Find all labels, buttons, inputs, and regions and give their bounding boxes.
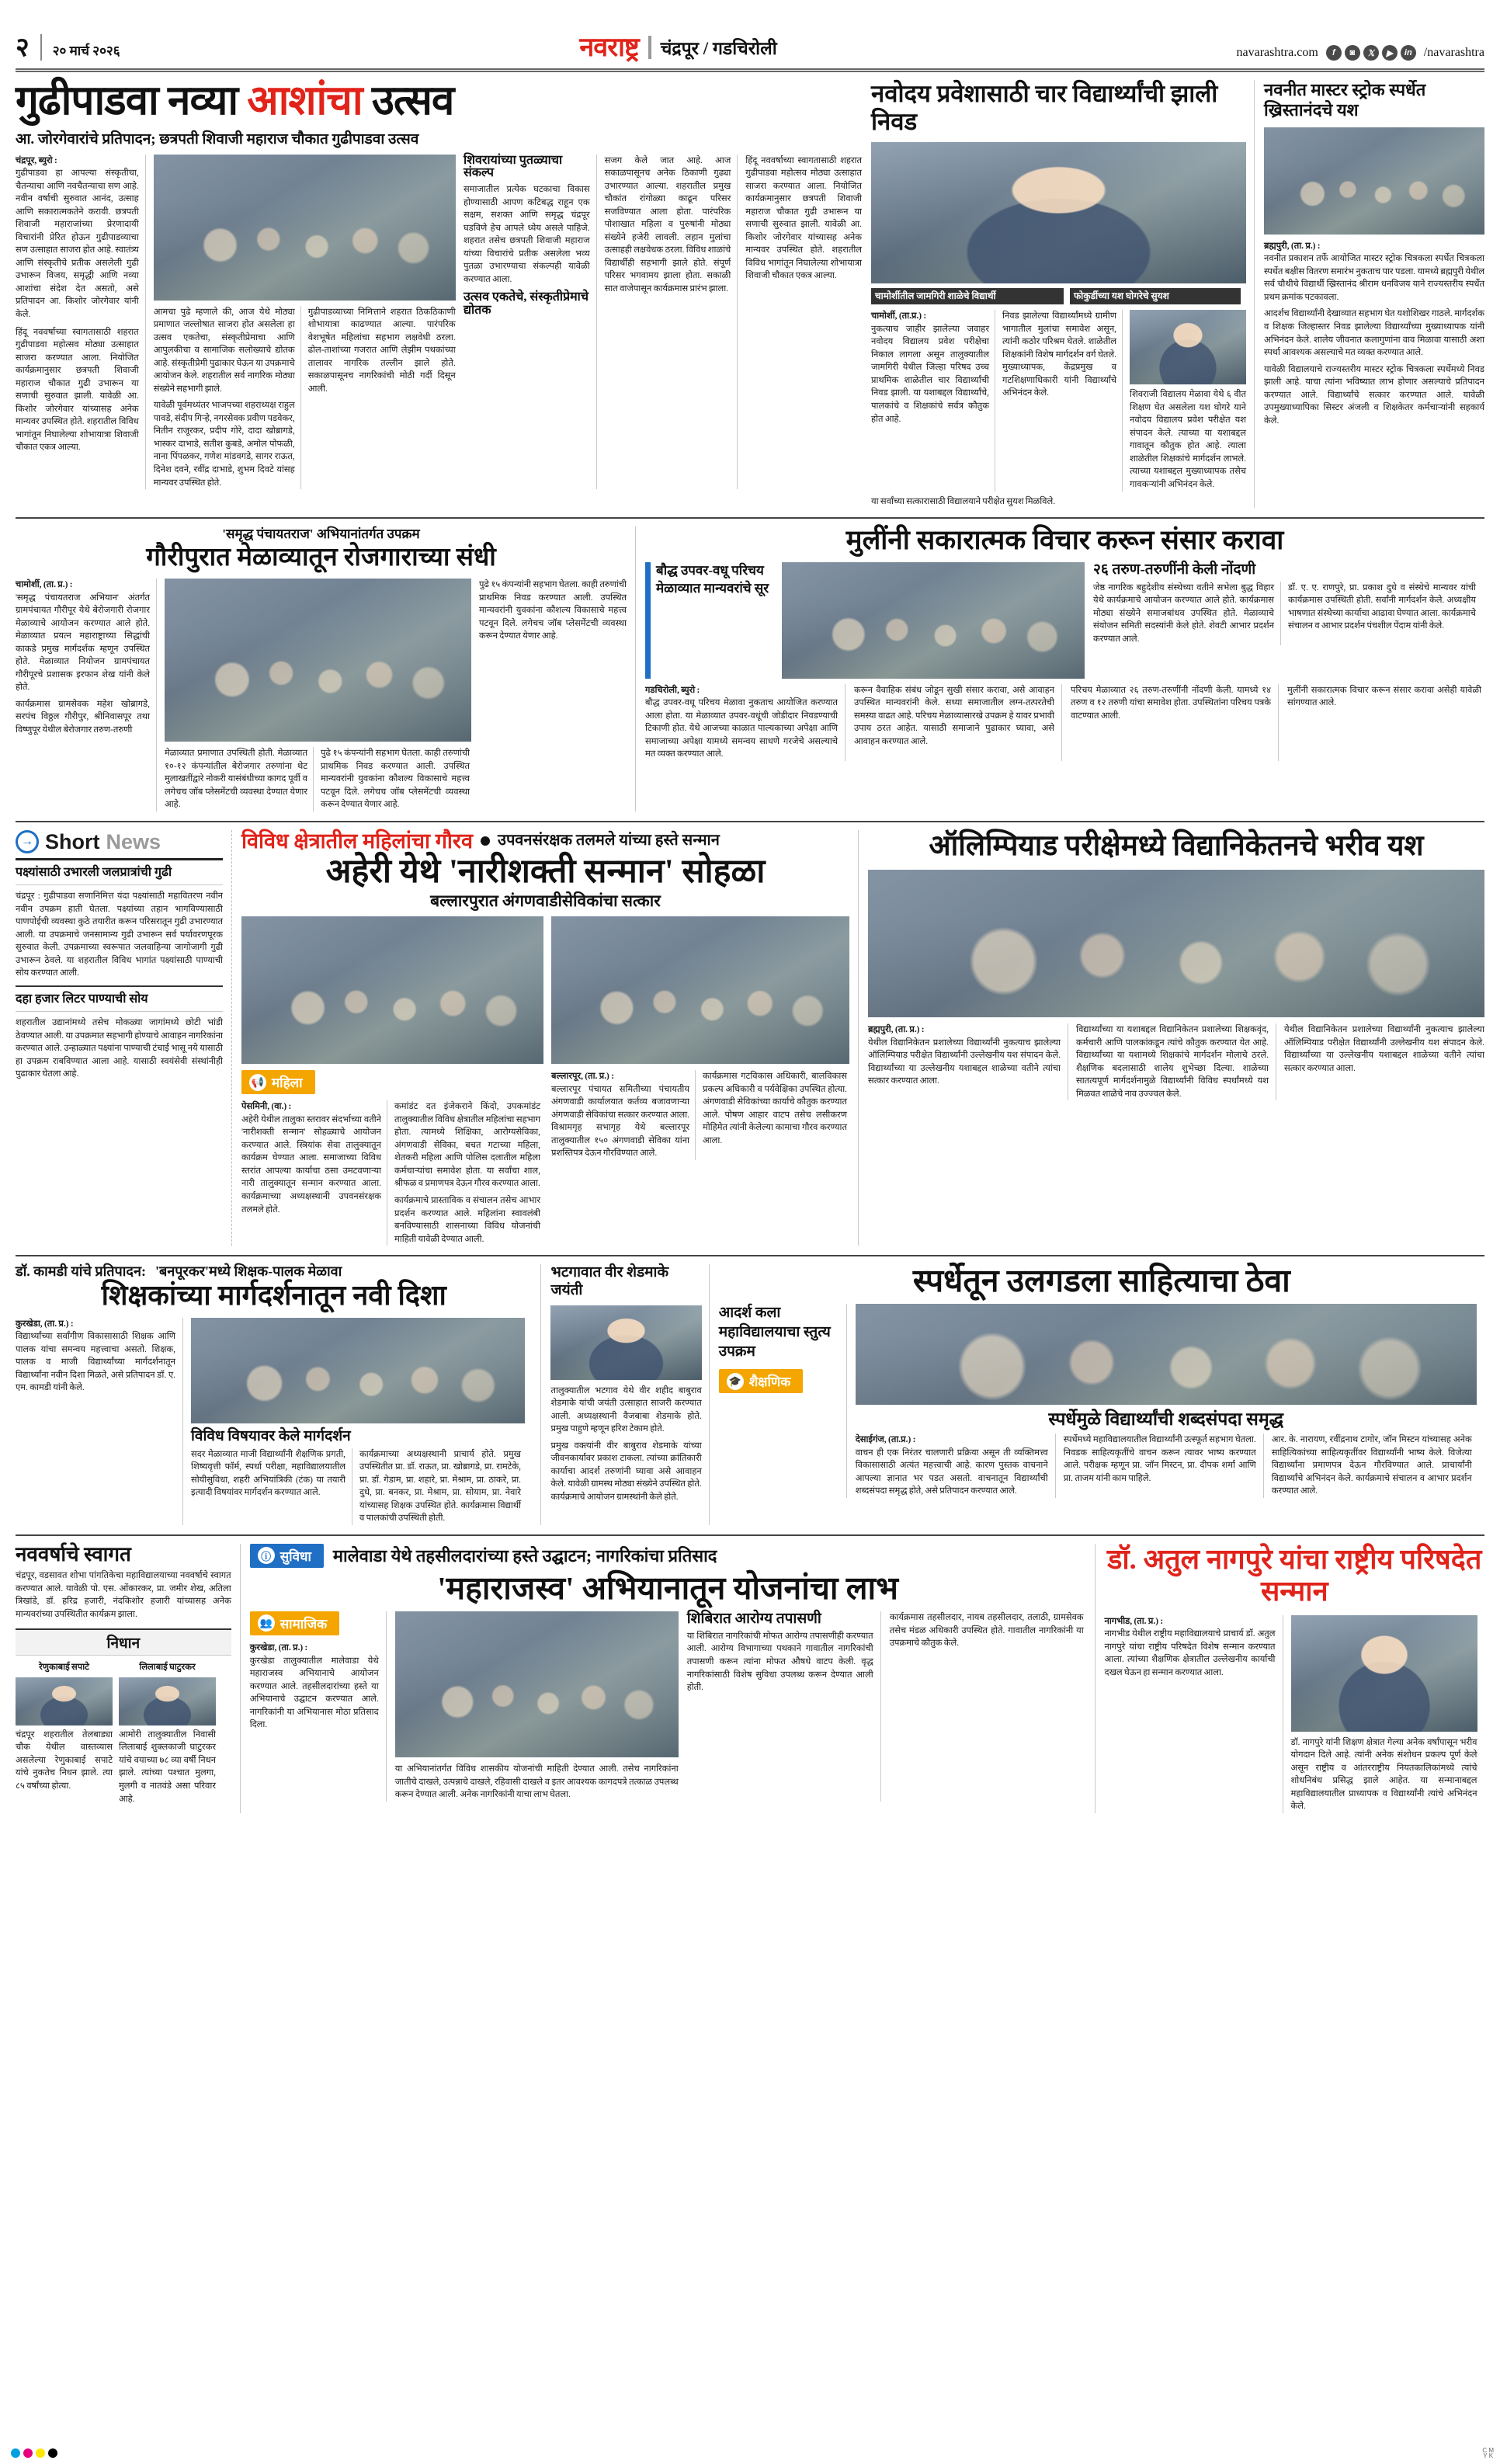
badge-label: सामाजिक <box>280 1616 328 1632</box>
narishakti-col2: कमांडंट दत इंजेकराने किंदो, उपकमांडंट तालुक्यातील विविध क्षेत्रातील महिलांचा सहभाग होता. त्यामध्ये शिक्षिका, आरोग्यसेविका, अंगणवाडी सेविका, बचत गटाच्या महिला, शेतकरी महिला आणि पोलिस दलातील महिला कर्मचाऱ्यांचा समावेश होता. या सर्वांचा शाल, श्रीफळ व प्रमाणपत्र देऊन गौरव करण्यात आला. <box>394 1102 540 1189</box>
nidhan-item <box>16 1661 231 1805</box>
sakaratmak-byline: गडचिरोली, ब्युरो : <box>645 685 700 695</box>
lead-headline <box>16 80 862 123</box>
badge-label: शैक्षणिक <box>748 1374 791 1390</box>
maharajaswa-photo <box>395 1611 679 1757</box>
category-badge-mahila <box>241 1070 315 1094</box>
short-news-item <box>16 992 223 1081</box>
lead-headline-part1: गुढीपाडवा नव्या <box>16 78 248 123</box>
gauripur-col3: पुढे १५ कंपन्यांनी सहभाग घेतला. काही तरुणांची प्राथमिक निवड करण्यात आली. उपस्थित मान्यवरांनी युवकांना कौशल्य विकासाचे महत्त्व पटवून दिले. लगेचच जॉब प्लेसमेंटची व्यवस्था करून देण्यात येणार आहे. <box>479 580 627 641</box>
arrow-right-icon: → <box>16 830 39 853</box>
ballarpur-col1b: कार्यक्रमास गटविकास अधिकारी, बालविकास प्रकल्प अधिकारी व पर्यवेक्षिका उपस्थित होत्या. अंगणवाडी सेविकांच्या कार्याचे कौतुक करण्यात आले. पोषण आहार वाटप तसेच लसीकरण मोहिमेत त्यांनी केलेल्या कामाचा गौरव करण्यात आला. <box>703 1072 847 1145</box>
third-band <box>11 822 1489 1246</box>
bhatgawat-col1: तालुक्यातील भटगाव येथे वीर शहीद बाबुराव शेडमाके यांची जयंती उत्साहात साजरी करण्यात आली. अध्यक्षस्थानी वैजबाबा शेडमाके होते. प्रमुख पाहुणे म्हणून हरिश टेकाम होते. <box>550 1385 702 1434</box>
bullet-icon <box>481 836 490 846</box>
lead-col3-text: आमचा पुढे म्हणाले की, आज येथे मोठ्या प्रमाणात जल्लोषात साजरा होत असलेला हा उत्सव एकतेचा, संस्कृतीप्रेमाचा आणि आपुलकीचा व सामाजिक सलोख्याचे द्योतक आहे. संस्कृतीप्रेमी पुढाकार घेऊन या उपक्रमाचे आयोजन केले. शहरातील सर्व नागरिक मोठ्या संख्येने सहभागी झाले. <box>153 307 295 394</box>
kamdi-col2: सदर मेळाव्यात माजी विद्यार्थ्यांनी शैक्षणिक प्रगती, शिष्यवृत्ती फॉर्म, स्पर्धा परीक्षा, महाविद्यालयातील सोयीसुविधा, शहरी अभियांत्रिकी (टंक) या तयारी इत्यादी विषयांवर मार्गदर्शन करण्यात आले. <box>191 1449 345 1498</box>
lead-headline-part2: उत्सव <box>362 78 454 123</box>
short-news-title-2: News <box>106 829 161 853</box>
info-icon: ⓘ <box>258 1547 275 1564</box>
navodaya-col2b: या सर्वांच्या सत्कारासाठी विद्यालयाने परीक्षेत सुयश मिळविले. <box>871 496 1056 506</box>
social-links <box>1326 45 1416 61</box>
navneet-story <box>1264 80 1484 508</box>
nidhan-title: निधान <box>16 1628 231 1656</box>
olympiad-col1: येथील विद्यानिकेतन प्रशालेच्या विद्यार्थ्यांनी नुकत्याच झालेल्या ऑलिम्पियाड परीक्षेत विद्यार्थ्यांनी उल्लेखनीय यश संपादन केले. विद्यार्थ्यांच्या या उल्लेखनीय यशाबद्दल शाळेच्या वतीने त्यांचा सत्कार करण्यात आला. <box>868 1037 1061 1086</box>
navneet-byline: ब्रह्मपुरी, (ता. प्र.) : <box>1264 241 1321 251</box>
sahitya-col3: आर. के. नारायण, रवींद्रनाथ टागोर, जॉन मिस्टन यांच्यासह अनेक साहित्यिकांच्या साहित्यकृतींवर विद्यार्थ्यांनी भाष्य केले. विजेत्या विद्यार्थ्यांना प्रमाणपत्र देऊन गौरविण्यात आले. प्राचार्यांनी विद्यार्थ्यांचे अभिनंदन केले. कार्यक्रमाचे संचालन व आभार प्रदर्शन करण्यात आले. <box>1271 1435 1472 1496</box>
maharajaswa-byline: कुरखेडा, (ता. प्र.) : <box>249 1642 308 1653</box>
divider <box>648 36 651 59</box>
sahitya-subheadline: स्पर्धेमुळे विद्यार्थ्यांची शब्दसंपदा समृद्ध <box>1048 1409 1283 1430</box>
sakaratmak-col2: करून वैवाहिक संबंध जोडून सुखी संसार करावा, असे आवाहन उपस्थित मान्यवरांनी केले. सध्या समाजातील लग्न-तत्परतेची समस्या वाढत आहे. परिचय मेळाव्यासारखे उपक्रम हे यावर प्रभावी उपाय ठरत आहेत. यासाठी समाजाने पुढाकार घ्यावा, असे आवाहन करण्यात आले. <box>854 685 1054 746</box>
maharajaswa-col3: या शिबिरात नागरिकांची मोफत आरोग्य तपासणीही करण्यात आली. आरोग्य विभागाच्या पथकाने गावातील नागरिकांची तपासणी करून त्यांना मोफत औषधे वाटप केली. वृद्ध नागरिकांसाठी विशेष सुविधा उपलब्ध करून देण्यात आली होती. <box>686 1631 873 1693</box>
kamdi-kicker-right: 'बनपूरकर'मध्ये शिक्षक-पालक मेळावा <box>155 1263 342 1280</box>
bhatgawat-story <box>550 1264 709 1525</box>
yellow-dot <box>36 2448 45 2458</box>
instagram-icon[interactable]: ◙ <box>1345 45 1360 61</box>
lead-col1b-dup: हिंदू नववर्षाच्या स्वागतासाठी शहरात गुढीपाडवा महोत्सव मोठ्या उत्साहात साजरा करण्यात आला. नियोजित कार्यक्रमानुसार छत्रपती शिवाजी महाराज चौकात गुढी उभारून या सणाची सुरुवात झाली. यावेळी आ. किशोर जोरगेवार यांच्यासह अनेक मान्यवर उपस्थित होते. शहरातील विविध भागांतून निघालेल्या शोभायात्रा शिवाजी चौकात एकत्र आल्या. <box>745 155 862 281</box>
olympiad-photo <box>868 870 1484 1017</box>
navodaya-caption-2: फोकुर्डीच्या यश घोगरेचे सुयश <box>1070 288 1241 304</box>
category-badge-samajik <box>250 1611 340 1635</box>
gauripur-col1: 'समृद्ध पंचायतराज अभियान' अंतर्गत ग्रामपंचायत गौरीपूर येथे बेरोजगारी रोजगार मेळाव्याचे आयोजन करण्यात आले होते. मेळाव्यात प्रयत्न महाराष्ट्राच्या सिद्धांची काकडे प्रमुख मार्गदर्शक म्हणून उपस्थित होते. मेळाव्यात नियोजन ग्रामपंचायत गौरीपूरचे प्रशासक इरफान शेख यांनी केले होते. <box>16 593 150 693</box>
navodaya-byline: चामोर्शी, (ता.प्र.) : <box>871 311 927 321</box>
olympiad-byline: ब्रह्मपुरी, (ता. प्र.) : <box>868 1025 925 1035</box>
masthead <box>11 0 1489 65</box>
navodaya-caption-1: चामोर्शीतील जामगिरी शाळेचे विद्यार्थी <box>871 288 1064 304</box>
kamdi-story <box>16 1264 541 1525</box>
narishakti-kicker: विविध क्षेत्रातील महिलांचा गौरव <box>241 829 473 853</box>
short-news-item <box>16 866 223 980</box>
lead-subhead-2: उत्सव एकतेचे, संस्कृतीप्रेमाचे द्योतक <box>463 290 589 318</box>
narishakti-col1: अहेरी येथील तालुका स्तरावर संदर्भाच्या वतीने 'नारीशक्ती सन्मान' सोहळ्याचे आयोजन करण्यात आले. स्त्रियांक सेवा तालुक्यातून कार्यक्रम घेण्यात आला. समाजाच्या विविध स्तरांत आपल्या कार्याचा ठसा उमटवणाऱ्या नारी तालुक्यातून सन्मान करण्यात आला. कार्यक्रमाच्या अध्यक्षस्थानी उपवनसंरक्षक तलमले होते. <box>241 1114 381 1215</box>
sahitya-col2: स्पर्धेमध्ये महाविद्यालयातील विद्यार्थ्यांनी उत्स्फूर्त सहभाग घेतला. निवडक साहित्यकृतींचे वाचन करून त्यावर भाष्य करण्यात आले. परीक्षक म्हणून प्रा. जॉन मिस्टन, प्रा. दीपक शर्मा आणि प्रा. ताजम यांनी काम पाहिले. <box>1063 1435 1256 1483</box>
narishakti-story <box>241 830 859 1246</box>
atul-story <box>1105 1544 1484 1813</box>
navneet-col1: नवनीत प्रकाशन तर्फे आयोजित मास्टर स्ट्रोक चित्रकला स्पर्धेत चित्रकला स्पर्धेत बक्षीस वितरण समारंभ नुकताच पार पडला. यामध्ये ब्रह्मपुरी येथील सर्व चौथीचे विद्यार्थी ख्रिस्तानंद श्रीराम धनविजय याने राज्यस्तरीय स्पर्धेत प्रथम क्रमांक पटकावला. <box>1264 254 1484 302</box>
lead-photo-col <box>154 155 456 489</box>
badge-label: सुविधा <box>280 1548 311 1564</box>
lead-photo <box>154 155 456 301</box>
sakaratmak-sidebar <box>645 562 773 679</box>
cyan-dot <box>11 2448 20 2458</box>
gauripur-kicker: 'समृद्ध पंचायतराज' अभियानांतर्गत उपक्रम <box>222 527 420 542</box>
narishakti-byline: पेसमिनी, (वा.) : <box>241 1102 292 1112</box>
navodaya-photo-2 <box>1130 310 1246 384</box>
gauripur-story <box>16 527 636 811</box>
cmyk-label: C M Y K <box>1482 2446 1494 2460</box>
kamdi-byline: कुरखेडा, (ता. प्र.) : <box>16 1319 74 1329</box>
narishakti-col2b: कार्यक्रमाचे प्रास्ताविक व संचालन तसेच आभार प्रदर्शन करण्यात आले. महिलांना स्वावलंबी बनविण्यासाठी शासनाच्या विविध योजनांची माहिती यावेळी देण्यात आली. <box>394 1196 540 1244</box>
x-twitter-icon[interactable]: 𝕏 <box>1363 45 1379 61</box>
atul-col2: डॉ. नागपुरे यांनी शिक्षण क्षेत्रात गेल्या अनेक वर्षांपासून भरीव योगदान दिले आहे. त्यांनी अनेक संशोधन प्रकल्प पूर्ण केले असून राष्ट्रीय व आंतरराष्ट्रीय नियतकालिकांमध्ये त्यांचे शोधनिबंध प्रसिद्ध झाले आहेत. या सन्मानाबद्दल महाविद्यालयातील प्राध्यापक व विद्यार्थ्यांनी त्यांचे अभिनंदन केले. <box>1290 1737 1477 1812</box>
ballarpur-subhead: बल्लारपुरात अंगणवाडीसेविकांचा सत्कार <box>430 891 661 911</box>
navneet-headline: नवनीत मास्टर स्ट्रोक स्पर्धेत ख्रिस्तानंदचे यश <box>1264 80 1426 120</box>
nidhan-photo <box>16 1677 113 1725</box>
gauripur-col1b: कार्यक्रमास ग्रामसेवक महेश खोब्रागडे, सरपंच विठ्ठल गौरीपुर, श्रीनिवासपूर तथा विष्णुपूर येथील बेरोजगार तरुण-तरुणी <box>16 699 150 735</box>
graduation-icon: 🎓 <box>727 1373 744 1390</box>
people-icon: 👥 <box>258 1614 275 1632</box>
maharajaswa-story <box>250 1544 1095 1813</box>
kamdi-subhead: विविध विषयावर केले मार्गदर्शन <box>191 1427 351 1444</box>
nidhan-text: चंद्रपूर शहरातील तेलबाड्या चौक येथील वास्तव्यास असलेल्या रेणुकाबाई सपाटे यांचे नुकतेच निधन झाले. त्या ८५ वर्षांच्या होत्या. <box>16 1729 113 1792</box>
gauripur-photo <box>165 579 471 742</box>
top-section <box>11 72 1489 508</box>
ballarpur-byline: बल्लारपूर, (ता. प्र.) : <box>551 1072 614 1082</box>
masthead-brand-block <box>579 34 776 61</box>
short-news-title-1: Short <box>45 829 100 853</box>
youtube-icon[interactable]: ▶ <box>1382 45 1398 61</box>
magenta-dot <box>23 2448 33 2458</box>
maharajaswa-col1: कुरखेडा तालुक्यातील मालेवाडा येथे महाराजस्व अभियानाचे आयोजन करण्यात आले. तहसीलदारांच्या हस्ते या अभियानाचे उद्घाटन करण्यात आले. नागरिकांनी या अभियानास मोठा प्रतिसाद दिला. <box>249 1656 379 1730</box>
sahitya-headline: स्पर्धेतून उलगडला साहित्याचा ठेवा <box>912 1263 1290 1299</box>
sakaratmak-col1: बौद्ध उपवर-वधू परिचय मेळावा नुकताच आयोजित करण्यात आला होता. या मेळाव्यात उपवर-वधूंची जोडीदार निवडण्याची टिकाणी होत. येथे आजच्या काळात पाल्यकाच्या अपेक्षा आणि समाजाच्या अपेक्षा यामध्ये समन्वय साधणे गरजेचे असल्याचे मत व्यक्त करण्यात आले. <box>645 698 838 759</box>
category-badge-shaikshanik <box>719 1369 804 1393</box>
navodaya-photo-1 <box>871 142 1246 283</box>
sahitya-story <box>719 1264 1484 1525</box>
linkedin-icon[interactable]: in <box>1401 45 1416 61</box>
kamdi-headline: शिक्षकांच्या मार्गदर्शनातून नवी दिशा <box>101 1280 446 1312</box>
ballarpur-col1: बल्लारपूर पंचायत समितीच्या पंचायतीय अंगणवाडी कार्यालयात कर्तव्य बजावणाऱ्या अंगणवाडी सेविकांचा सत्कार करण्यात आला. विश्रामगृह सभागृह येथे बल्लारपूर तालुक्यातील १५० अंगणवाडी सेविका यांना प्रशस्तिपत्र देऊन गौरविण्यात आले. <box>551 1084 689 1159</box>
sakaratmak-col1b: मुलींनी सकारात्मक विचार करून संसार करावा असेही यावेळी सांगण्यात आले. <box>1287 685 1481 708</box>
lead-col2-text: समाजातील प्रत्येक घटकाचा विकास होण्यासाठी आपण कटिबद्ध राहून एक सक्षम, सशक्त आणि समृद्ध चंद्रपूर घडविणे हेच आपले ध्येय असले पाहिजे. शहरात तसेच छत्रपती शिवाजी महाराज यांच्या विचारांचे प्रतीक असलेला भव्य पुतळा उभारण्याचा संकल्पही यावेळी करण्यात आला. <box>463 185 590 284</box>
divider <box>40 34 42 61</box>
maharajaswa-col3b: कार्यक्रमास तहसीलदार, नायब तहसीलदार, तलाठी, ग्रामसेवक तसेच मंडळ अधिकारी उपस्थित होते. गावातील नागरिकांनी या उपक्रमाचे कौतुक केले. <box>889 1612 1084 1649</box>
sahitya-byline: देसाईगंज, (ता.प्र.) : <box>855 1435 916 1445</box>
maharajaswa-headline: 'महाराजस्व' अभियानातून योजनांचा लाभ <box>437 1569 898 1606</box>
sakaratmak-col4: डॉ. ए. ए. राणपुरे, प्रा. प्रकाश दुधे व संस्थेचे मान्यवर यांची कार्यक्रमास उपस्थिती होती. सर्वांनी मार्गदर्शन केले. अध्यक्षीय भाषणात संस्थेच्या कार्याचा आढावा घेण्यात आला. कार्यक्रमाचे संचालन व आभार प्रदर्शन पंचशील पेंदाम यांनी केले. <box>1288 582 1476 631</box>
navodaya-story <box>871 80 1255 508</box>
navneet-col1b: आदर्शच विद्यार्थ्यांनी देखाव्यात सहभाग घेत यशोशिखर गाठले. मार्गदर्शक व शिक्षक जिल्हास्तर निवड झालेल्या विद्यार्थ्यांच्या मुख्याध्यापक यांनी अभिनंदन केले. शालेय जीवनात कलागुणांना वाव मिळावा यासाठी अशा स्पर्धा आवश्यक असल्याचे मत व्यक्त करण्यात आले. <box>1264 309 1484 358</box>
maharajaswa-subhead: शिबिरात आरोग्य तपासणी <box>686 1610 821 1627</box>
lead-headline-highlight: आशांचा <box>247 78 363 123</box>
maharajaswa-kicker: मालेवाडा येथे तहसीलदारांच्या हस्ते उद्घाटन; नागरिकांचा प्रतिसाद <box>332 1545 717 1566</box>
navneet-photo <box>1264 127 1484 235</box>
short-news-item-text: चंद्रपूर : गुढीपाडवा सणानिमित्त यंदा पक्ष्यांसाठी महावितरण नवीन नवीन उपक्रम हाती घेतला. पक्ष्यांच्या तहान भागविण्यासाठी पाणपोईची व्यवस्था कुठे तयारीत करून परिसरातून गुढी उभारण्यात आली. या उपक्रमाचे जनसामान्य गुढी उभारून सर्व पर्यावरणपूरक सुरुवात केली. उपक्रमाच्या स्वरूपात जलवाहिन्या जागोजागी गुढी उभारून ठेवले. या शहरातील विविध भागांत पक्ष्यांसाठी पाण्याची सोय करण्यात आली. <box>16 891 223 978</box>
atul-photo <box>1291 1615 1477 1732</box>
megaphone-icon: 📢 <box>249 1074 266 1091</box>
nidhan-name: लिलाबाई घाटुरकर <box>139 1663 196 1673</box>
publication-date: २० मार्च २०२६ <box>52 43 120 58</box>
lead-col2b-text: गुढीपाडव्याच्या निमित्ताने शहरात ठिकठिकाणी शोभायात्रा काढण्यात आल्या. पारंपरिक वेशभूषेत महिलांचा सहभाग लक्षवेधी ठरला. ढोल-ताशांच्या गजरात आणि लेझीम पथकांच्या तालावर नागरिक तल्लीन झाले होते. सकाळपासूनच नागरिकांची मोठी गर्दी दिसून आली. <box>307 307 456 394</box>
short-news-panel <box>16 830 232 1246</box>
kamdi-kicker-left: डॉ. कामडी यांचे प्रतिपादन: <box>16 1263 146 1280</box>
lead-col1-text: गुढीपाडवा हा आपल्या संस्कृतीचा, चैतन्याचा आणि नवचैतन्याचा सण आहे. नवीन वर्षाची सुरुवात आनंद, उत्साह आणि सकारात्मकतेने करावी. छत्रपती शिवाजी महाराजांच्या प्रेरणादायी विचारांनी प्रेरित होऊन गुढीपाडव्याचा सण उत्साहात साजरा होत आहे. स्वातंत्र्य आणि संस्कृतीचे प्रतीक असलेली गुढी उभारून विजय, समृद्धी आणि नव्या आशांचा संदेश देत असतो, असे प्रतिपादन आ. किशोर जोरगेवार यांनी केले. <box>16 169 139 320</box>
narishakti-bullet: उपवनसंरक्षक तलमले यांच्या हस्ते सन्मान <box>497 832 720 850</box>
nidhan-text: आमोरी तालुक्यातील निवासी लिलाबाई शुक्लकाजी घाटुरकर यांचे वयाच्या ७८ व्या वर्षी निधन झाले. त्यांच्या पश्चात मुलगा, मुलगी व नातवंडे असा परिवार आहे. <box>119 1729 216 1804</box>
narishakti-photo <box>241 916 543 1064</box>
olympiad-col2: विद्यार्थ्यांच्या या यशाबद्दल विद्यानिकेतन प्रशालेच्या शिक्षकवृंद, कर्मचारी आणि पालकांकडून त्यांचे कौतुक करण्यात येत आहे. विद्यार्थ्यांच्या या यशामध्ये शिक्षकांचे मार्गदर्शन मोलाचे ठरले. शैक्षणिक बदलासाठी शालेय शुभेच्छा दिल्या. शाळेच्या सातत्यपूर्ण मार्गदर्शनामुळे विद्यार्थ्यांनी विविध स्पर्धांमध्ये यश मिळवत शाळेचे नाव उज्ज्वल केले. <box>1076 1025 1269 1099</box>
kamdi-col2b: कार्यक्रमाच्या अध्यक्षस्थानी प्राचार्य होते. प्रमुख उपस्थितीत प्रा. डॉ. राऊत, प्रा. खोब्रागडे, प्रा. रामटेके, प्रा. डॉ. गेडाम, प्रा. शहारे, प्रा. मेश्राम, प्रा. ठाकरे, प्रा. दुधे, प्रा. बनकर, प्रा. मेश्राम, प्रा. सोयाम, प्रा. नेवारे यांच्यासह शिक्षक उपस्थित होते. कार्यक्रमास विद्यार्थी व पालकांची उपस्थिती होती. <box>359 1449 521 1524</box>
narishakti-headline: अहेरी येथे 'नारीशक्ती सन्मान' सोहळा <box>325 853 766 891</box>
navvarsha-panel <box>16 1544 241 1813</box>
navodaya-col1b: निवड झालेल्या विद्यार्थ्यांमध्ये ग्रामीण भागातील मुलांचा समावेश असून, त्यांनी कठोर परिश्रम घेतले. शाळेतील शिक्षकांनी विशेष मार्गदर्शन वर्ग घेतले. मुख्याध्यापक, केंद्रप्रमुख व गटशिक्षणाधिकारी यांनी विद्यार्थ्यांचे अभिनंदन केले. <box>1002 311 1116 398</box>
lead-subhead-1: शिवरायांच्या पुतळ्याचा संकल्प <box>463 153 563 180</box>
sahitya-side-title: आदर्श कला महाविद्यालयाचा स्तुत्य उपक्रम <box>718 1305 831 1360</box>
navodaya-headline: नवोदय प्रवेशासाठी चार विद्यार्थ्यांची झाली निवड <box>871 80 1218 135</box>
gauripur-headline: गौरीपुरात मेळाव्यातून रोजगाराच्या संधी <box>146 544 496 572</box>
website-url[interactable]: navarashtra.com <box>1236 46 1318 59</box>
lead-subheadline: आ. जोरगेवारांचे प्रतिपादन; छत्रपती शिवाजी महाराज चौकात गुढीपाडवा उत्सव <box>16 130 419 148</box>
lead-col-4 <box>745 155 862 489</box>
short-news-item-head: पक्ष्यांसाठी उभारली जलप्रात्रांची गुढी <box>16 865 172 879</box>
second-band <box>11 519 1489 811</box>
brand-logo: नवराष्ट्र <box>579 33 639 62</box>
accent-bar <box>645 562 651 679</box>
sakaratmak-col3: जेष्ठ नागरिक बहुदेशीय संस्थेच्या वतीने सभेला बुद्ध विहार येथे कार्यक्रमाचे आयोजन करण्यात आले होते. कार्यक्रमास मोठ्या संख्येने समाजबांधव उपस्थित होते. मेळाव्याचे संयोजन समिती सदस्यांनी केले होते. शेवटी आभार प्रदर्शन करण्यात आले. <box>1093 582 1274 644</box>
bhatgawat-photo <box>550 1305 701 1380</box>
short-news-item-text: शहरातील उद्यानांमध्ये तसेच मोकळ्या जागांमध्ये छोटी भांडी ठेवण्यात आली. या उपक्रमात सहभागी होण्याचे आवाहन नागरिकांना करण्यात आले. उन्हाळ्यात पक्ष्यांना पाण्याची टंचाई भासू नये यासाठी हा उपक्रम राबविण्यात आला आहे. यासाठी स्वयंसेवी संस्थांनीही पुढाकार घेतला आहे. <box>16 1018 223 1079</box>
lead-col-1 <box>16 155 146 489</box>
nidhan-photo <box>119 1677 216 1725</box>
kamdi-photo <box>191 1318 525 1423</box>
navodaya-col1: नुकत्याच जाहीर झालेल्या जवाहर नवोदय विद्यालय प्रवेश परीक्षेचा निकाल लागला असून तालुक्यातील जामगिरी येथील जिल्हा परिषद उच्च प्राथमिक शाळेतील चार विद्यार्थ्यांची निवड झाली. या यशाबद्दल विद्यार्थ्यांचे, पालकांचे व शिक्षकांचे सर्वत्र कौतुक होत आहे. <box>871 324 989 424</box>
bhatgawat-headline: भटगावात वीर शेडमाके जयंती <box>550 1264 669 1298</box>
sahitya-photo <box>856 1304 1477 1405</box>
gauripur-col2: मेळाव्यात प्रमाणात उपस्थिती होती. मेळाव्यात १०-१२ कंपन्यांतील बेरोजगार तरुणांना थेट मुलाखतींद्वारे नोकरी यासंबंधीच्या कागद पूर्वी व लगेचच जॉब प्लेसमेंटची व्यवस्था देण्यात येणार आहे. <box>165 749 307 810</box>
atul-headline: डॉ. अतुल नागपुरे यांचा राष्ट्रीय परिषदेत सन्मान <box>1107 1543 1482 1607</box>
masthead-left <box>16 34 120 61</box>
sakaratmak-subhead: २६ तरुण-तरुणींनी केली नोंदणी <box>1093 561 1256 578</box>
black-dot <box>48 2448 57 2458</box>
navneet-col1c: यावेळी विद्यालयाचे राज्यस्तरीय मास्टर स्ट्रोक चित्रकला स्पर्धेमध्ये निवड झाली आहे. याचा त्यांना भविष्यात लाभ होणार असल्याचे प्रतिपादन करण्यात आले. विद्यार्थ्यांचे सत्कार करण्यात आले. यावेळी उपमुख्याध्यापिका सिस्टर अंजली व शिक्षकेतर कर्मचाऱ्यांनी सहकार्य केले. <box>1264 364 1484 426</box>
fourth-band <box>11 1256 1489 1525</box>
ballarpur-photo <box>551 916 849 1064</box>
olympiad-story <box>868 830 1484 1246</box>
sakaratmak-col2b: परिचय मेळाव्यात २६ तरुण-तरुणींनी नोंदणी केली. यामध्ये १४ तरुण व १२ तरुणी यांचा समावेश होता. उपस्थितांना परिचय पत्रके वाटण्यात आली. <box>1071 685 1271 721</box>
gauripur-col2b: पुढे १५ कंपन्यांनी सहभाग घेतला. काही तरुणांची प्राथमिक निवड करण्यात आली. उपस्थित मान्यवरांनी युवकांना कौशल्य विकासाचे महत्त्व पटवून दिले. लगेचच जॉब प्लेसमेंटची व्यवस्था करून देण्यात येणार आहे. <box>321 749 470 810</box>
fifth-band <box>11 1536 1489 1813</box>
gauripur-byline: चामोर्शी, (ता. प्र.) : <box>16 580 73 590</box>
sakaratmak-headline: मुलींनी सकारात्मक विचार करून संसार करावा <box>845 525 1284 556</box>
short-news-header <box>16 830 223 860</box>
lead-col1b-text: हिंदू नववर्षाच्या स्वागतासाठी शहरात गुढीपाडवा महोत्सव मोठ्या उत्साहात साजरा करण्यात आला. नियोजित कार्यक्रमानुसार छत्रपती शिवाजी महाराज चौकात गुढी उभारून या सणाची सुरुवात झाली. यावेळी आ. किशोर जोरगेवार यांच्यासह अनेक मान्यवर उपस्थित होते. शहरातील विविध भागांतून निघालेल्या शोभायात्रा शिवाजी चौकात एकत्र आल्या. <box>16 327 139 453</box>
atul-byline: नागभीड, (ता. प्र.) : <box>1104 1616 1164 1626</box>
kamdi-col1: विद्यार्थ्यांच्या सर्वांगीण विकासासाठी शिक्षक आणि पालक यांचा समन्वय महत्त्वाचा असतो. शिक्षक, पालक व माजी विद्यार्थ्यांच्या मार्गदर्शनातून विद्यार्थ्यांना नवीन दिशा मिळते, असे प्रतिपादन डॉ. ए. एम. कामडी यांनी केले. <box>16 1332 175 1393</box>
lead-byline: चंद्रपूर, ब्युरो : <box>16 155 57 165</box>
page-number: २ <box>16 33 30 63</box>
maharajaswa-col2: या अभियानांतर्गत विविध शासकीय योजनांची माहिती देण्यात आली. तसेच नागरिकांना जातीचे दाखले, उत्पन्नाचे दाखले, रहिवासी दाखले व इतर आवश्यक कागदपत्रे तत्काळ उपलब्ध करून देण्यात आली. अनेक नागरिकांनी याचा लाभ घेतला. <box>394 1764 679 1800</box>
lead-col4-text: सजग केले जात आहे. आज सकाळपासूनच अनेक ठिकाणी गुढ्या उभारण्यात आल्या. शहरातील प्रमुख चौकांत रांगोळ्या काढून परिसर सजविण्यात आला होता. पारंपरिक पोशाखात महिला व पुरुषांनी मोठ्या संख्येने हजेरी लावली. लहान मुलांचा उत्साहही लक्षवेधक ठरला. विविध शाळांचे विद्यार्थीही सहभागी झाले होते. संपूर्ण परिसर भगवामय झाला होता. सकाळी सात वाजेपासून कार्यक्रमास प्रारंभ झाला. <box>604 155 731 294</box>
navvarsha-text: चंद्रपूर, वडसावत शोभा पांगतिकेचा महाविद्यालयाच्या नववर्षाचे स्वागत करण्यात आले. यावेळी पो. एस. ओंकारकर, प्रा. जमीर शेख, अतिला त्रिखांडे, डॉ. हरिद्र हजारी, नंदकिशोर हजारी यांच्यासह अनेक मान्यवरांच्या उपस्थितीत कार्यक्रम झाला. <box>16 1571 231 1619</box>
sakaratmak-photo <box>782 562 1085 679</box>
short-news-item-head: दहा हजार लिटर पाण्याची सोय <box>16 992 148 1006</box>
atul-col1: नागभीड येथील राष्ट्रीय महाविद्यालयाचे प्राचार्य डॉ. अतुल नागपुरे यांचा राष्ट्रीय परिषदेत विशेष सन्मान करण्यात आला. त्यांच्या शैक्षणिक क्षेत्रातील उल्लेखनीय कार्याची दखल घेऊन हा सन्मान करण्यात आला. <box>1104 1629 1276 1677</box>
sakaratmak-story <box>645 527 1484 811</box>
bhatgawat-col2: प्रमुख वक्त्यांनी वीर बाबुराव शेडमाके यांच्या जीवनकार्यावर प्रकाश टाकला. त्यांच्या क्रांतिकारी कार्याचा आदर्श तरुणांनी घ्यावा असे आवाहन केले. यावेळी ग्रामस्थ मोठ्या संख्येने उपस्थित होते. कार्यक्रमाचे आयोजन ग्रामस्थांनी केले होते. <box>550 1441 702 1502</box>
category-badge-suvidha <box>250 1544 324 1568</box>
lead-col3b-text: यावेळी पूर्वमध्यंतर भाजपच्या शहराध्यक्ष राहुल पावडे, संदीप गिऱ्हे, नगरसेवक प्रवीण पडवेकर, नितीन राजूरकर, प्रदीप गोरे, दादा खोब्रागडे, भास्कर दाभाडे, सतीश कुबडे, अमोल पोफळी, नाना पिंपळकर, गणेश मांडवगडे, सागर राऊत, दिनेश दवने, रवींद्र दाभाडे, शुभम दिवटे यांसह मान्यवर उपस्थित होते. <box>153 401 295 488</box>
navodaya-col2: शिवराजी विद्यालय मेळावा येथे ६ वीत शिक्षण घेत असलेला यश घोगरे याने नवोदय विद्यालय प्रवेश परीक्षेत यश संपादन केले. त्याच्या या यशाबद्दल गावातून कौतुक होत आहे. त्याला शाळेतील शिक्षकांचे मार्गदर्शन लाभले. त्याच्या यशाबद्दल मुख्याध्यापक तसेच गावकऱ्यांनी अभिनंदन केले. <box>1130 390 1246 489</box>
edition-name: चंद्रपूर / गडचिरोली <box>660 39 777 58</box>
masthead-right <box>1237 45 1484 61</box>
sahitya-col1: वाचन ही एक निरंतर चालणारी प्रक्रिया असून ती व्यक्तिमत्त्व विकासासाठी अत्यंत महत्त्वाची आहे. कारण पुस्तक वाचनाने आपल्या ज्ञानात भर पडत असतो. वाचनातून विद्यार्थ्यांची शब्दसंपदा समृद्ध होते, असे प्रतिपादन करण्यात आले. <box>855 1447 1048 1496</box>
lead-col-3 <box>605 155 738 489</box>
olympiad-col2-cont: येथील विद्यानिकेतन प्रशालेच्या विद्यार्थ्यांनी नुकत्याच झालेल्या ऑलिम्पियाड परीक्षेत विद्यार्थ्यांनी उल्लेखनीय यश संपादन केले. विद्यार्थ्यांच्या या उल्लेखनीय यशाबद्दल शाळेच्या वतीने त्यांचा सत्कार करण्यात आला. <box>1284 1025 1484 1073</box>
lead-story <box>16 80 862 508</box>
navvarsha-headline: नववर्षाचे स्वागत <box>16 1542 131 1566</box>
social-handle[interactable]: /navarashtra <box>1423 46 1484 59</box>
nidhan-name: रेणुकाबाई सपाटे <box>39 1663 89 1673</box>
sakaratmak-sidebar-text: बौद्ध उपवर-वधू परिचय मेळाव्यात मान्यवरांचे सूर <box>656 562 769 596</box>
badge-label: महिला <box>272 1076 303 1091</box>
facebook-icon[interactable]: f <box>1326 45 1342 61</box>
color-registration-dots <box>11 2448 57 2458</box>
lead-col-2 <box>464 155 597 489</box>
olympiad-headline: ऑलिम्पियाड परीक्षेमध्ये विद्यानिकेतनचे भरीव यश <box>929 829 1424 862</box>
